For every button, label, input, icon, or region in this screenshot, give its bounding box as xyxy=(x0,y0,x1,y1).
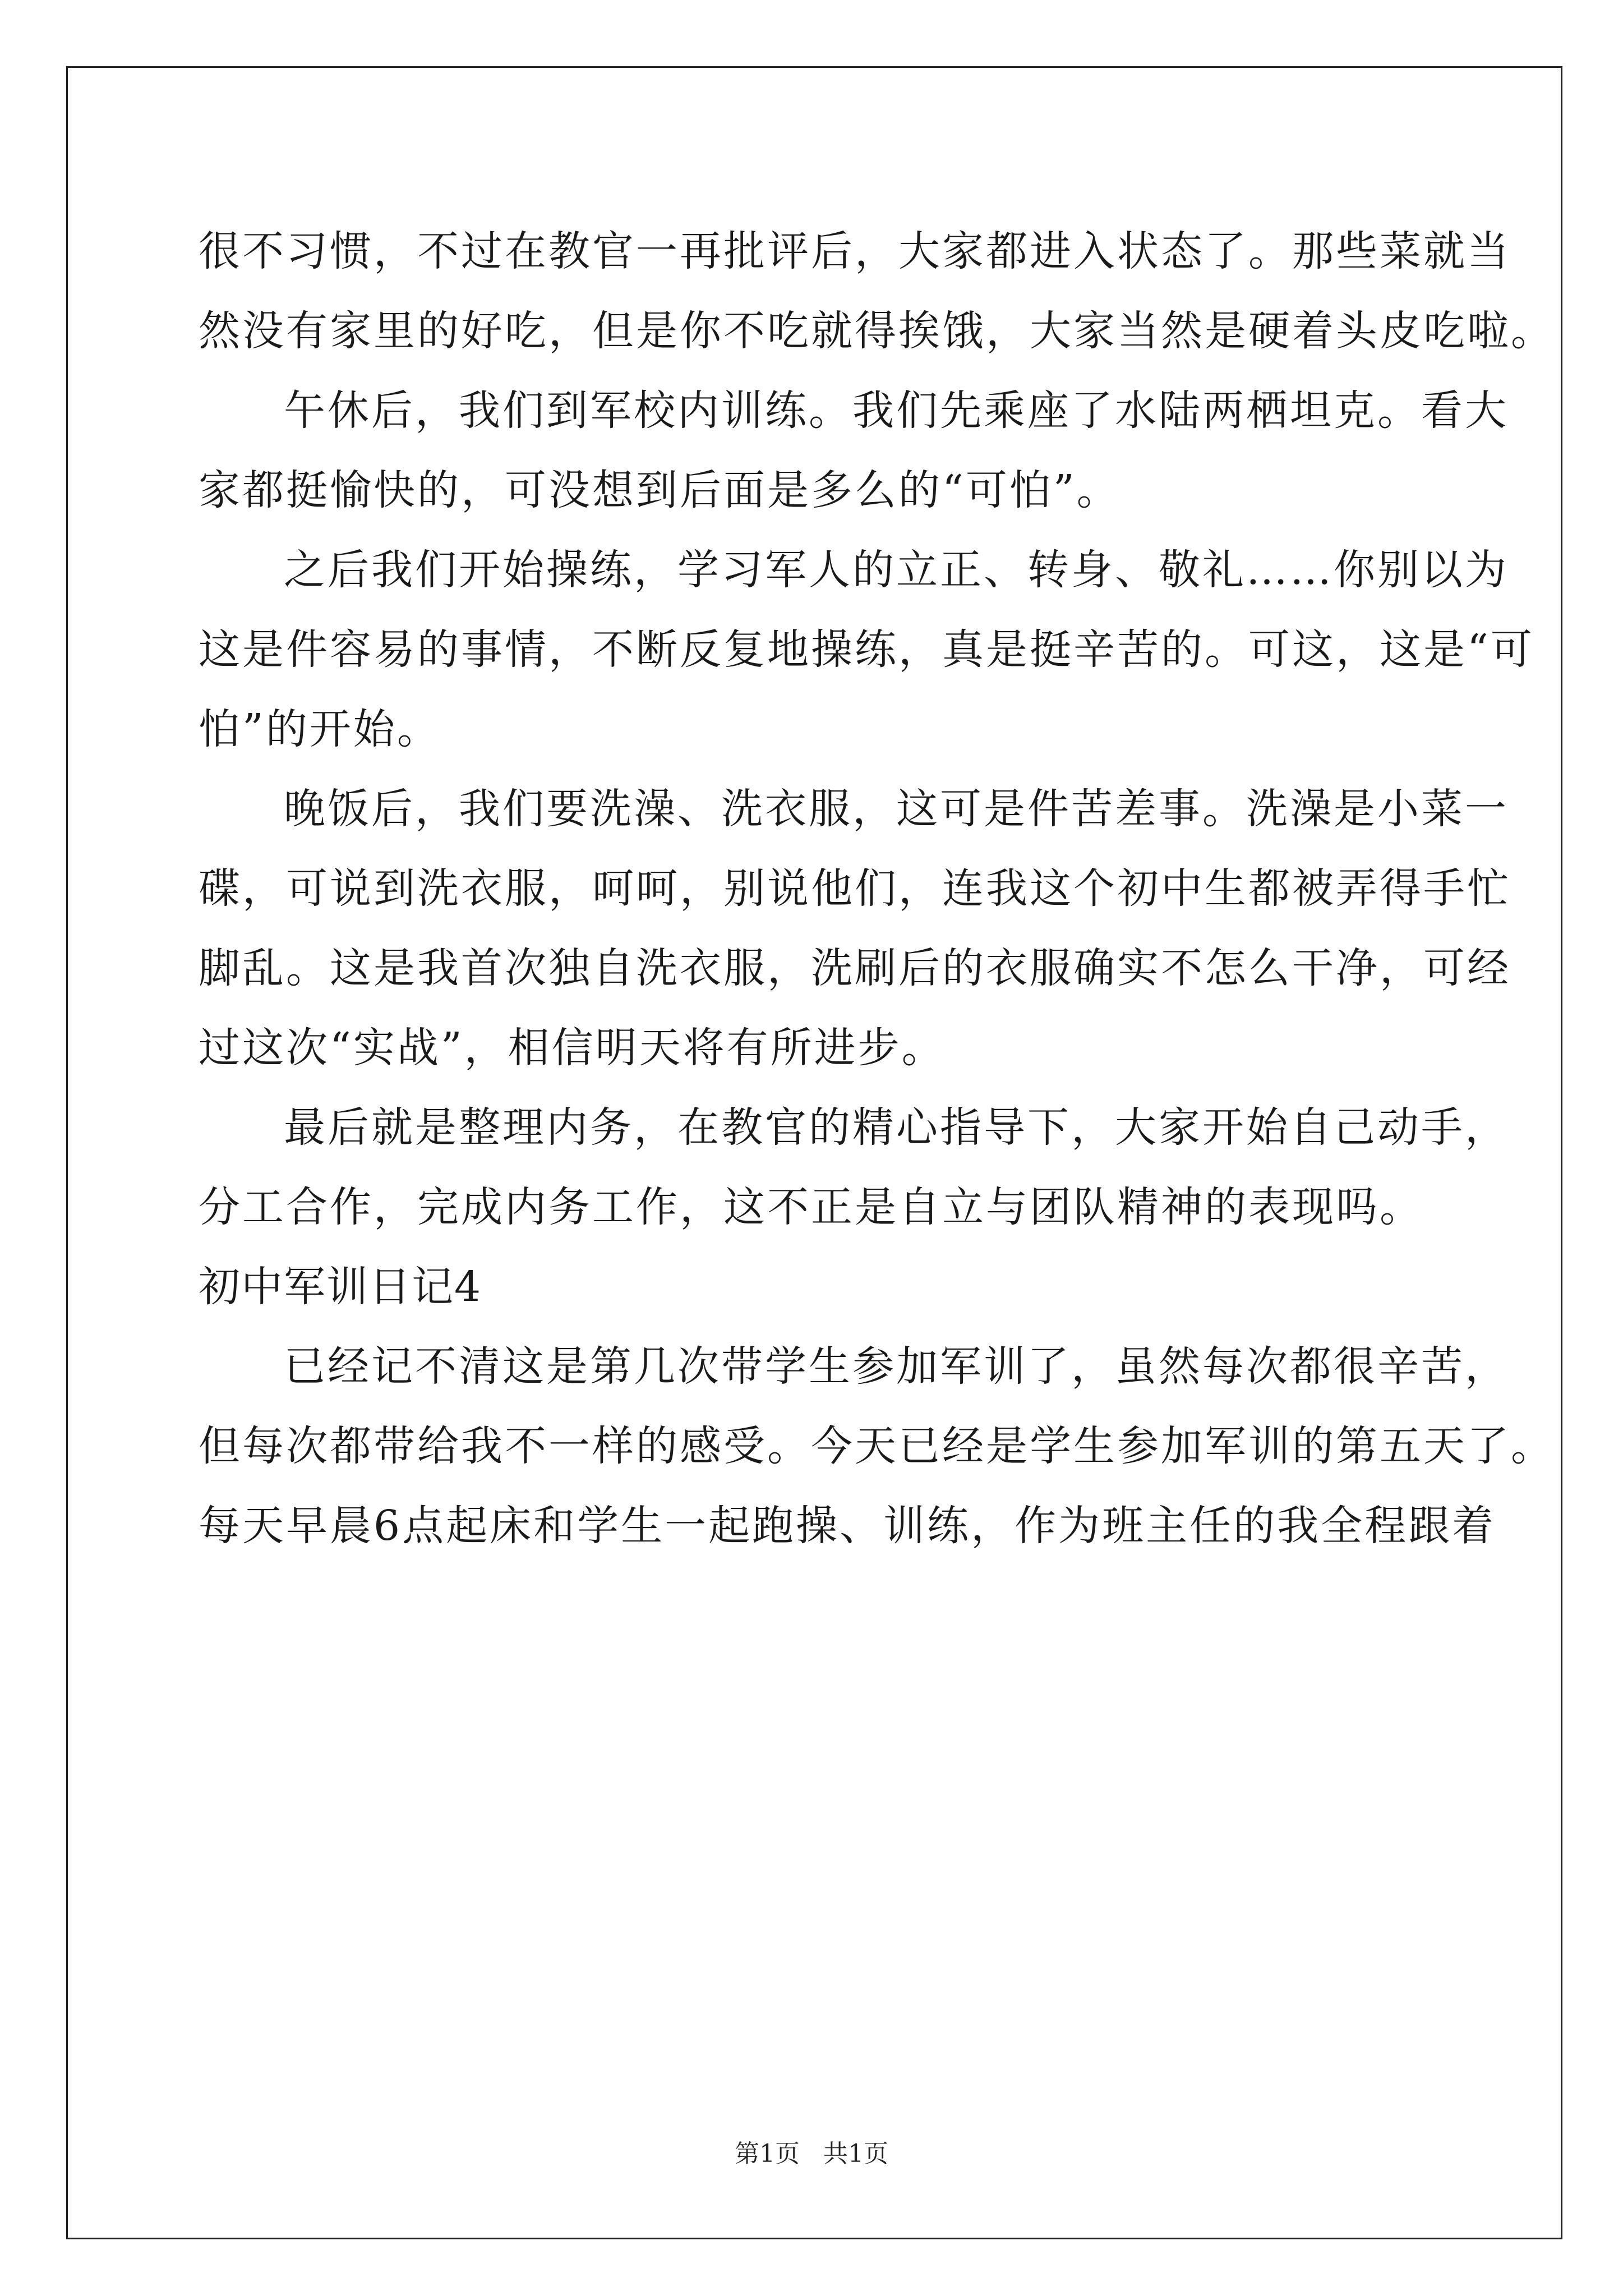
paragraph-start: 晚饭后，我们要洗澡、洗衣服，这可是件苦差事。洗澡是小菜一 xyxy=(284,785,1509,833)
paragraph-start: 之后我们开始操练，学习军人的立正、转身、敬礼……你别以为 xyxy=(284,546,1509,594)
text-line: 过这次“实战”，相信明天将有所进步。 xyxy=(199,1024,946,1072)
text-line: 然没有家里的好吃，但是你不吃就得挨饿，大家当然是硬着头皮吃啦。 xyxy=(199,307,1555,355)
text-line: 碟，可说到洗衣服，呵呵，别说他们，连我这个初中生都被弄得手忙 xyxy=(199,864,1511,913)
page-number-footer: 第1页 共1页 xyxy=(735,2139,888,2168)
text-line: 每天早晨6点起床和学生一起跑操、训练，作为班主任的我全程跟着 xyxy=(199,1502,1496,1550)
text-line: 很不习惯，不过在教官一再批评后，大家都进入状态了。那些菜就当 xyxy=(199,227,1511,275)
text-line: 分工合作，完成内务工作，这不正是自立与团队精神的表现吗。 xyxy=(199,1183,1423,1231)
paragraph-start: 最后就是整理内务，在教官的精心指导下，大家开始自己动手， xyxy=(284,1103,1509,1152)
text-line: 家都挺愉快的，可没想到后面是多么的“可怕”。 xyxy=(199,466,1121,514)
paragraph-start: 午休后，我们到军校内训练。我们先乘座了水陆两栖坦克。看大 xyxy=(284,386,1509,435)
text-line: 但每次都带给我不一样的感受。今天已经是学生参加军训的第五天了。 xyxy=(199,1422,1555,1470)
paragraph-start: 已经记不清这是第几次带学生参加军训了，虽然每次都很辛苦， xyxy=(284,1342,1509,1391)
text-line: 怕”的开始。 xyxy=(199,705,441,753)
text-line: 脚乱。这是我首次独自洗衣服，洗刷后的衣服确实不怎么干净，可经 xyxy=(199,944,1511,992)
section-heading: 初中军训日记4 xyxy=(199,1263,482,1311)
text-line: 这是件容易的事情，不断反复地操练，真是挺辛苦的。可这，这是“可 xyxy=(199,625,1534,674)
